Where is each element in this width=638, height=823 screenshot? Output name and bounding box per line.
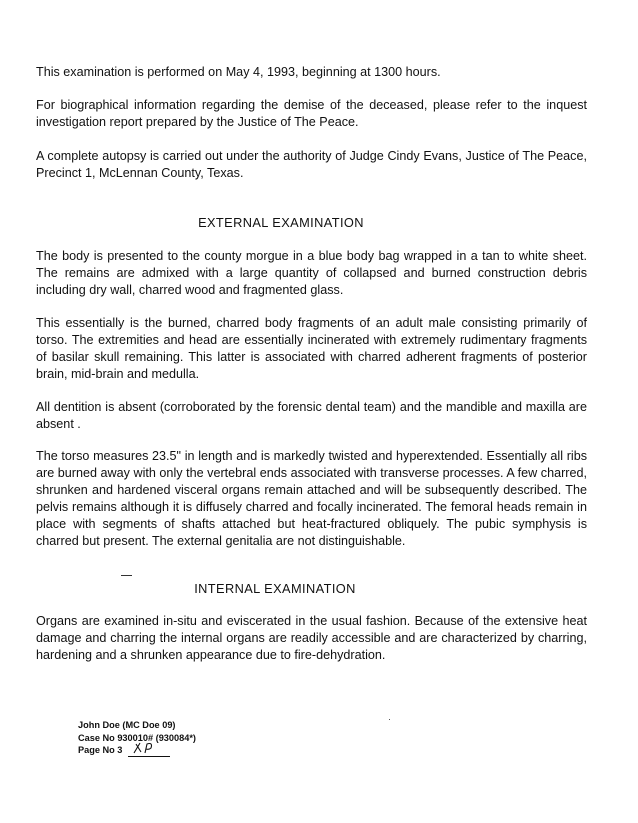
footer-case-name: John Doe (MC Doe 09) (78, 720, 176, 730)
dentition-paragraph: All dentition is absent (corroborated by the forensic dental team) and the mandible and maxilla are absent . (36, 400, 587, 431)
autopsy-authority-paragraph: A complete autopsy is carried out under the authority of Judge Cindy Evans, Justice of The Peace, Precinct 1, McLennan County, Texas. (36, 149, 587, 180)
initials-scribble-icon (132, 741, 162, 755)
footer-case-number: Case No 930010# (930084*) (78, 732, 196, 743)
internal-examination-heading: INTERNAL EXAMINATION (194, 581, 356, 596)
footer-page-label: Page No 3 (78, 745, 123, 755)
external-examination-heading: EXTERNAL EXAMINATION (198, 215, 364, 230)
document-footer (78, 719, 196, 757)
exam-date-paragraph: This examination is performed on May 4, 1993, beginning at 1300 hours. (36, 65, 441, 79)
handwritten-initials-signature (128, 745, 170, 757)
body-fragments-paragraph: This essentially is the burned, charred body fragments of an adult male consisting primarily of torso. The extremities and head are essentially incinerated with extremely rudimentary fragments of basilar skull remaining. This latter is associated with charred adherent fragments of posterior brain, mid-brain and medulla. (36, 316, 587, 381)
body-presentation-paragraph: The body is presented to the county morgue in a blue body bag wrapped in a tan to white sheet. The remains are admixed with a large quantity of collapsed and burned construction debris including dry wall, charred wood and fragmented glass. (36, 249, 587, 297)
torso-paragraph: The torso measures 23.5" in length and is markedly twisted and hyperextended. Essentially all ribs are burned away with only the vertebral ends associated with transverse processes. A few charred, shrunken and hardened visceral organs remain attached and will be subsequently described. The pelvis remains although it is diffusely charred and focally incinerated. The femoral heads remain in place with segments of shafts attached but heat-fractured obliquely. The pubic symphysis is charred but present. The external genitalia are not distinguishable. (36, 449, 587, 548)
stray-scan-dot (389, 719, 390, 720)
organs-paragraph: Organs are examined in-situ and eviscerated in the usual fashion. Because of the extensive heat damage and charring the internal organs are readily accessible and are characterized by charring, hardening and a shrunken appearance due to fire-dehydration. (36, 614, 587, 662)
footer-page-number (78, 744, 196, 757)
biographical-info-paragraph: For biographical information regarding the demise of the deceased, please refer to the inquest investigation report prepared by the Justice of The Peace. (36, 98, 587, 129)
stray-scan-mark (121, 575, 132, 576)
